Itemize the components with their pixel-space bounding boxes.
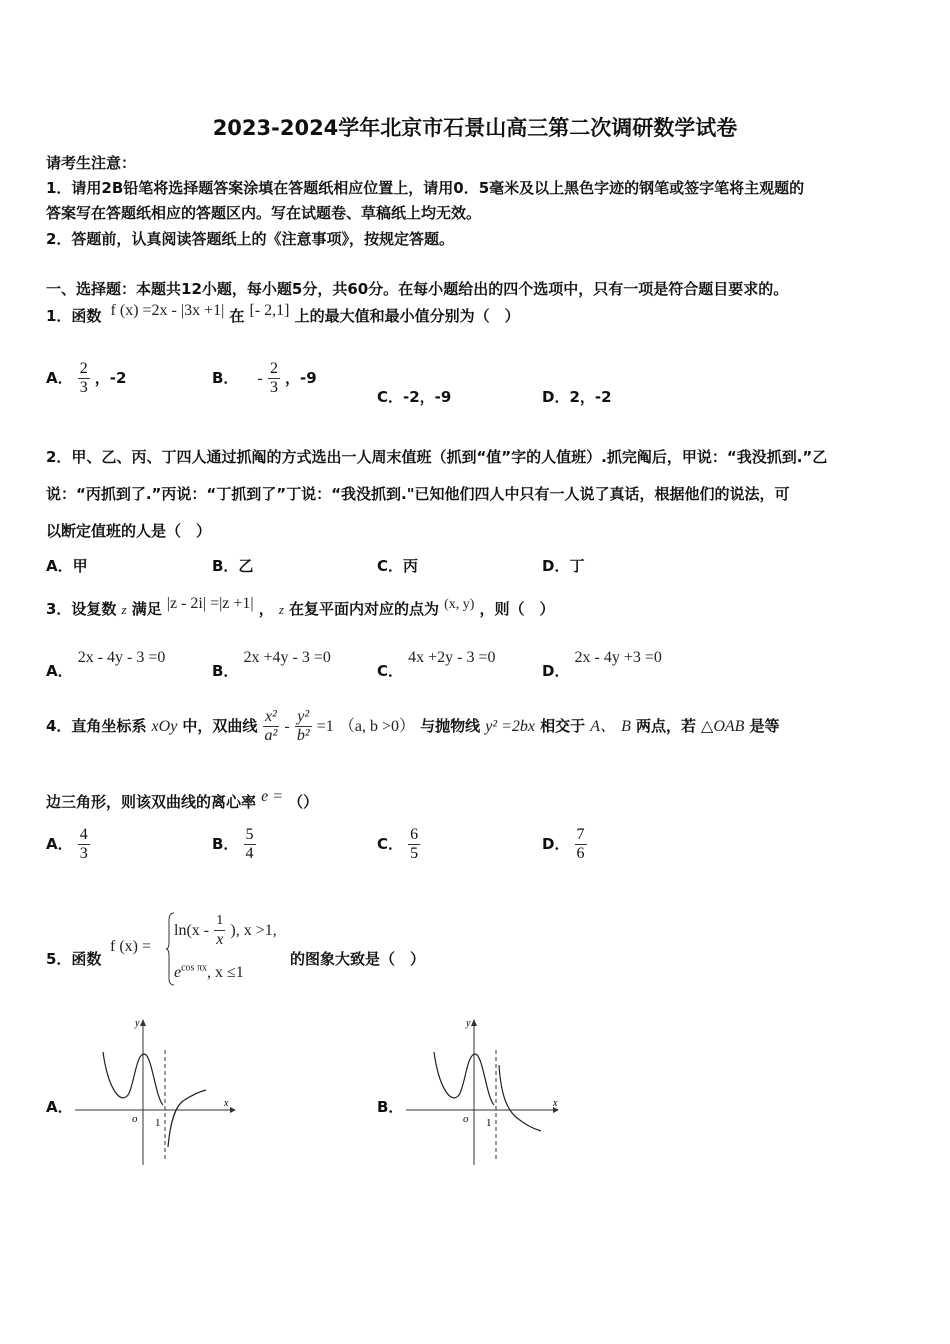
- option-label: A．: [46, 835, 73, 853]
- fraction: $\frac{4}{3}$: [79, 826, 88, 862]
- q5-option-a-graph[interactable]: [70, 1010, 240, 1170]
- question-text: 在: [229, 307, 245, 325]
- piecewise-function-name: f (x) =: [110, 938, 152, 955]
- interval: [- 2,1]: [249, 302, 290, 319]
- variable: z: [278, 602, 284, 617]
- option-expression: 2x - 4y +3 =0: [574, 649, 662, 666]
- question-text: 上的最大值和最小值分别为（ ）: [294, 307, 520, 325]
- function-expression: f (x) =2x - |3x +1|: [110, 302, 225, 319]
- y-axis-label: y: [466, 1018, 471, 1029]
- q2-option-c[interactable]: C．丙: [377, 557, 419, 575]
- question-text: 在复平面内对应的点为: [289, 600, 440, 618]
- x-axis-arrow-icon: [230, 1107, 236, 1113]
- question-text: 相交于: [540, 717, 586, 735]
- variable: z: [121, 602, 127, 617]
- question-text: 是等: [749, 717, 780, 735]
- q5-option-a-label[interactable]: A．: [46, 1098, 73, 1116]
- fraction: $\frac{2}{3}$: [269, 360, 278, 396]
- point-label: B: [621, 718, 631, 735]
- question-2-line: 以断定值班的人是（ ）: [46, 522, 212, 540]
- question-text: 与抛物线: [420, 717, 481, 735]
- question-text: 两点，若: [635, 717, 696, 735]
- y-axis-arrow-icon: [140, 1019, 146, 1026]
- x-axis-label: x: [224, 1098, 229, 1109]
- fraction: $\frac{7}{6}$: [576, 826, 585, 862]
- question-text: 的图象大致是（ ）: [290, 950, 426, 968]
- question-text: ，: [258, 600, 274, 618]
- curve-right: [499, 1065, 541, 1131]
- origin-label: o: [132, 1113, 138, 1125]
- tick-label-one: 1: [486, 1117, 492, 1129]
- y-axis-label: y: [135, 1018, 140, 1029]
- q3-option-d[interactable]: [542, 646, 662, 680]
- notice-line: 2．答题前，认真阅读答题纸上的《注意事项》，按规定答题。: [46, 230, 454, 248]
- question-text: ，则（ ）: [479, 600, 555, 618]
- curve-right: [168, 1090, 206, 1147]
- q3-option-a[interactable]: [46, 646, 166, 680]
- option-expression: 2x - 4y - 3 =0: [77, 649, 166, 666]
- parabola-equation: y² =2bx: [485, 718, 535, 735]
- case-expression: ln(x -: [174, 922, 210, 939]
- curve-left: [103, 1052, 163, 1105]
- question-text: 边三角形，则该双曲线的离心率: [46, 793, 257, 811]
- q1-option-c[interactable]: C．-2，-9: [377, 388, 452, 406]
- q4-option-a[interactable]: [46, 826, 90, 863]
- tick-label-one: 1: [155, 1117, 161, 1129]
- notice-line: 答案写在答题纸相应的答题区内。写在试题卷、草稿纸上均无效。: [46, 204, 482, 222]
- minus-sign: -: [284, 718, 290, 735]
- question-3: [46, 595, 555, 619]
- section-heading: 一、选择题：本题共12小题，每小题5分，共60分。在每小题给出的四个选项中，只有一项是符合题目要求的。: [46, 280, 789, 298]
- q1-option-b[interactable]: [212, 360, 317, 397]
- curve-left: [434, 1052, 494, 1105]
- fraction: $\frac{1}{x}$: [216, 913, 224, 948]
- option-label: B．: [212, 835, 239, 853]
- question-text: （）: [288, 793, 319, 811]
- option-label: A．: [46, 369, 73, 387]
- x-axis-label: x: [553, 1098, 558, 1109]
- notice-line: 1．请用2B铅笔将选择题答案涂填在答题纸相应位置上，请用0．5毫米及以上黑色字迹的钢笔或签字笔将主观题的: [46, 179, 805, 197]
- option-expression: 4x +2y - 3 =0: [408, 649, 496, 666]
- q4-option-c[interactable]: [377, 826, 420, 863]
- exponent: cos πx: [181, 962, 207, 974]
- option-label: D．: [542, 835, 570, 853]
- fraction: $\frac{2}{3}$: [79, 360, 88, 396]
- point-expression: (x, y): [444, 597, 475, 612]
- point-label: A、: [590, 718, 616, 735]
- page-title: 2023-2024学年北京市石景山高三第二次调研数学试卷: [212, 116, 738, 140]
- equation-part: =1: [316, 718, 334, 735]
- minus-sign: -: [257, 370, 263, 387]
- question-number: 4．直角坐标系: [46, 717, 147, 735]
- notice-heading: 请考生注意：: [46, 154, 137, 172]
- option-label: A．: [46, 662, 73, 680]
- q3-option-c[interactable]: [377, 646, 496, 680]
- question-2-line: 说：“丙抓到了.”丙说：“丁抓到了”丁说：“我没抓到."已知他们四人中只有一人说了真话，根据他们的说法，可: [46, 485, 790, 503]
- q4-option-d[interactable]: [542, 826, 587, 863]
- option-text: ，-9: [285, 369, 317, 387]
- question-4: [46, 708, 780, 745]
- question-4-line2: [46, 788, 319, 812]
- q1-option-a[interactable]: [46, 360, 126, 397]
- piecewise-case-2: [174, 962, 244, 982]
- question-number: 3．设复数: [46, 600, 117, 618]
- eccentricity: e =: [261, 788, 284, 805]
- fraction: $\frac{\text{y²}}{\text{b²}}$: [296, 708, 310, 744]
- option-label: B．: [212, 369, 239, 387]
- option-label: D．: [542, 662, 570, 680]
- option-label: C．: [377, 835, 404, 853]
- question-5-number: 5．函数: [46, 950, 102, 968]
- condition: （a, b >0）: [338, 718, 415, 735]
- q3-option-b[interactable]: [212, 646, 331, 680]
- origin-label: o: [463, 1113, 469, 1125]
- case-condition: , x ≤1: [207, 964, 244, 981]
- q4-option-b[interactable]: [212, 826, 256, 863]
- exponential-base: e: [174, 964, 182, 981]
- piecewise-case-1: [174, 912, 277, 949]
- fraction: $\frac{\text{x²}}{\text{a²}}$: [264, 708, 278, 744]
- fraction: $\frac{5}{4}$: [245, 826, 254, 862]
- q1-option-d[interactable]: D．2，-2: [542, 388, 612, 406]
- triangle-label: △OAB: [701, 718, 745, 735]
- option-text: ，-2: [94, 369, 127, 387]
- q5-option-b-label[interactable]: B．: [377, 1098, 404, 1116]
- question-2-line: 2．甲、乙、丙、丁四人通过抓阄的方式选出一人周末值班（抓到“值”字的人值班）.抓完阄后，甲说：“我没抓到.”乙: [46, 448, 828, 466]
- option-label: B．: [212, 662, 239, 680]
- option-expression: 2x +4y - 3 =0: [243, 649, 331, 666]
- fraction: $\frac{6}{5}$: [410, 826, 419, 862]
- question-text: 中，双曲线: [182, 717, 258, 735]
- q5-option-b-graph[interactable]: [401, 1010, 571, 1170]
- q2-option-d[interactable]: D．丁: [542, 557, 585, 575]
- q2-option-b[interactable]: B．乙: [212, 557, 254, 575]
- option-label: C．: [377, 662, 404, 680]
- coordinate-system: xOy: [151, 718, 178, 735]
- question-number: 1．函数: [46, 307, 102, 325]
- question-1: [46, 302, 520, 326]
- case-condition: ), x >1,: [230, 922, 277, 939]
- question-text: 满足: [131, 600, 162, 618]
- condition-expression: |z - 2i| =|z +1|: [166, 595, 254, 612]
- q2-option-a[interactable]: A．甲: [46, 557, 88, 575]
- brace: [166, 912, 170, 986]
- y-axis-arrow-icon: [471, 1019, 477, 1026]
